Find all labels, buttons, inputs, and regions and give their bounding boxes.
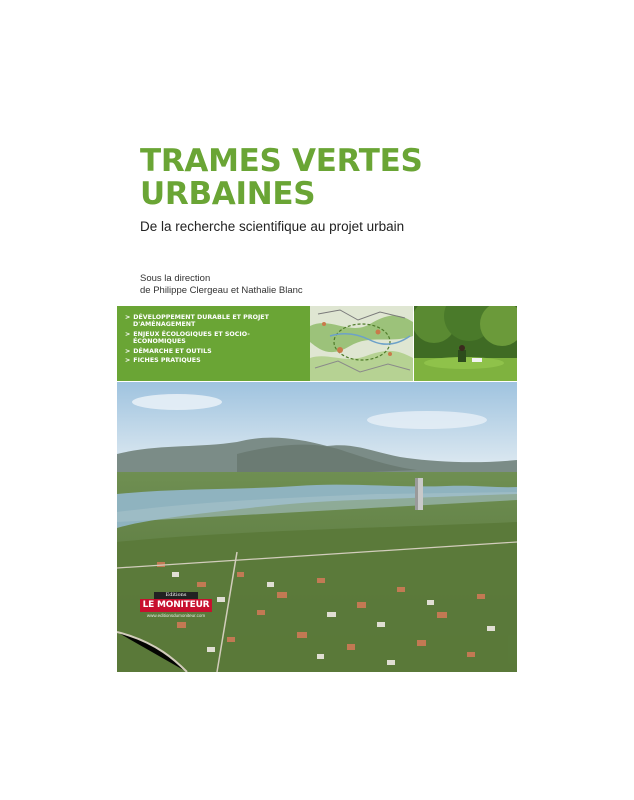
topics-panel bbox=[117, 306, 310, 381]
book-subtitle: De la recherche scientifique au projet urbain bbox=[140, 219, 405, 234]
title-line-1: TRAMES VERTES bbox=[140, 143, 423, 179]
map-image bbox=[310, 306, 413, 381]
book-title bbox=[140, 145, 423, 211]
topic-item: > DÉMARCHE ET OUTILS bbox=[125, 347, 212, 355]
topics-list bbox=[125, 314, 302, 364]
chevron-right-icon: > bbox=[125, 314, 131, 321]
topic-item: > FICHES PRATIQUES bbox=[125, 357, 201, 365]
title-line-2: URBAINES bbox=[140, 176, 316, 212]
direction-label: Sous la direction bbox=[140, 273, 211, 284]
editors-names: de Philippe Clergeau et Nathalie Blanc bbox=[140, 285, 303, 296]
chevron-right-icon: > bbox=[125, 347, 131, 355]
park-thumbnail bbox=[414, 306, 517, 381]
aerial-city-photo bbox=[117, 382, 517, 672]
topic-item: > ENJEUX ÉCOLOGIQUES ET SOCIO- ÉCONOMIQUES bbox=[125, 330, 250, 346]
chevron-right-icon: > bbox=[125, 330, 131, 338]
publisher-editions-label: Editions bbox=[154, 592, 198, 599]
editors-credit bbox=[140, 273, 303, 297]
publisher-name: LE MONITEUR bbox=[140, 599, 212, 612]
topic-item: > DÉVELOPPEMENT DURABLE ET PROJET D'AMÉNAGEMENT bbox=[125, 314, 269, 329]
map-thumbnail bbox=[310, 306, 413, 381]
aerial-city-image bbox=[117, 382, 517, 672]
park-image bbox=[414, 306, 517, 381]
chevron-right-icon: > bbox=[125, 357, 131, 365]
publisher-logo bbox=[140, 592, 212, 622]
le-moniteur-logo: www.editionsdumoniteur.com bbox=[146, 613, 206, 618]
